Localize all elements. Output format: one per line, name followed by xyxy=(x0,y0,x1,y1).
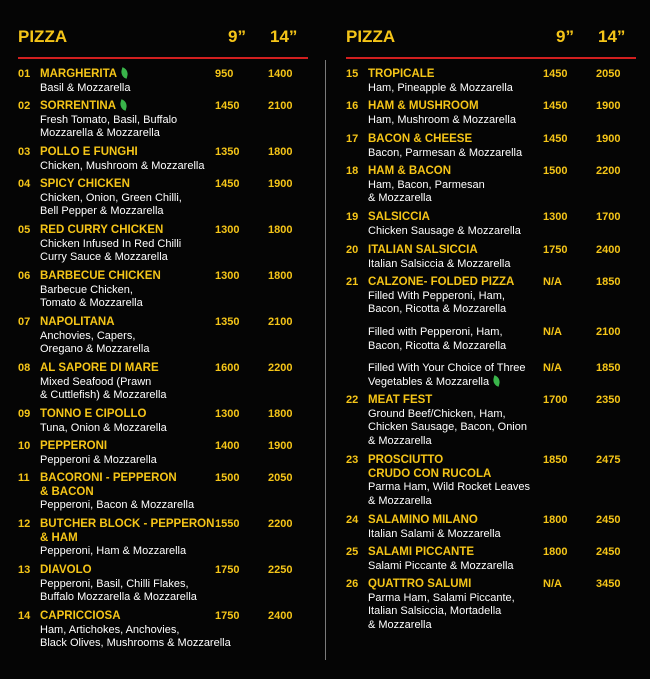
item-description-text: Salami Piccante & Mozzarella xyxy=(368,559,514,572)
item-number: 03 xyxy=(18,146,31,158)
item-description xyxy=(368,179,636,206)
price-9-inch: N/A xyxy=(543,276,562,288)
item-number: 17 xyxy=(346,133,359,145)
item-description xyxy=(368,528,636,542)
price-9-inch: 1500 xyxy=(543,165,568,177)
item-number: 05 xyxy=(18,224,31,236)
item-name-text: SALSICCIA xyxy=(368,211,430,223)
item-number: 25 xyxy=(346,546,359,558)
left-size-14-header: 14” xyxy=(270,27,298,46)
price-9-inch: 1350 xyxy=(215,146,240,158)
item-description xyxy=(40,545,308,559)
veg-leaf-icon xyxy=(492,375,501,386)
menu-item xyxy=(346,362,636,389)
price-14-inch: 2050 xyxy=(268,472,293,484)
menu-item xyxy=(18,408,308,435)
item-description-text: Pepperoni, Bacon & Mozzarella xyxy=(40,499,195,511)
item-name-text: DIAVOLO xyxy=(40,564,92,576)
price-14-inch: 2200 xyxy=(596,165,621,177)
item-description-text: Filled With Your Choice of Three Vegetables & Mozzarella xyxy=(368,362,526,388)
price-9-inch: 950 xyxy=(215,68,234,80)
item-number: 21 xyxy=(346,276,359,288)
menu-item xyxy=(346,244,636,271)
item-description-text: Parma Ham, Salami Piccante, Italian Salsiccia, Mortadella & Mozzarella xyxy=(368,591,515,631)
item-description-text: Ham, Artichokes, Anchovies, Black Olives, Mushrooms & Mozzarella xyxy=(40,623,231,649)
item-number: 11 xyxy=(18,472,30,484)
item-name-text: HAM & MUSHROOM xyxy=(368,100,479,112)
item-number: 06 xyxy=(18,270,31,282)
price-14-inch: 2450 xyxy=(596,514,621,526)
menu-item xyxy=(346,514,636,541)
item-description xyxy=(40,284,308,311)
item-description xyxy=(40,578,308,605)
price-9-inch: 1850 xyxy=(543,454,568,466)
item-description xyxy=(40,454,308,468)
item-number: 24 xyxy=(346,514,359,526)
price-14-inch: 1400 xyxy=(268,68,293,80)
price-14-inch: 1850 xyxy=(596,362,621,374)
price-9-inch: 1800 xyxy=(543,546,568,558)
price-14-inch: 1700 xyxy=(596,211,621,223)
item-number: 16 xyxy=(346,100,359,112)
item-number: 18 xyxy=(346,165,359,177)
price-14-inch: 2400 xyxy=(596,244,621,256)
price-14-inch: 1800 xyxy=(268,408,293,420)
item-number: 13 xyxy=(18,564,31,576)
item-description-text: Mixed Seafood (Prawn & Cuttlefish) & Mozzarella xyxy=(40,375,167,401)
item-description xyxy=(40,376,308,403)
item-name-text: BACON & CHEESE xyxy=(368,133,473,145)
price-14-inch: 1900 xyxy=(268,178,293,190)
price-14-inch: 2250 xyxy=(268,564,293,576)
item-description xyxy=(368,592,636,633)
price-9-inch: 1300 xyxy=(215,224,240,236)
item-name-text: TONNO E CIPOLLO xyxy=(40,408,147,420)
left-header xyxy=(18,27,308,49)
item-description xyxy=(368,290,636,317)
item-number: 14 xyxy=(18,610,31,622)
item-description-text: Pepperoni & Mozzarella xyxy=(40,453,157,466)
item-description-text: Ham, Pineapple & Mozzarella xyxy=(368,81,513,94)
price-14-inch: 1800 xyxy=(268,146,293,158)
item-description-text: Anchovies, Capers, Oregano & Mozzarella xyxy=(40,329,150,355)
price-9-inch: 1450 xyxy=(543,68,568,80)
item-description xyxy=(40,330,308,357)
column-divider xyxy=(325,60,326,660)
right-section-title: PIZZA xyxy=(346,27,396,46)
menu-item xyxy=(18,518,308,559)
item-description-text: Pepperoni, Ham & Mozzarella xyxy=(40,545,187,557)
item-number: 12 xyxy=(18,518,31,530)
price-9-inch: 1450 xyxy=(215,178,240,190)
price-9-inch: 1450 xyxy=(215,100,240,112)
price-14-inch: 1850 xyxy=(596,276,621,288)
item-number: 23 xyxy=(346,454,359,466)
item-description xyxy=(368,82,636,96)
price-14-inch: 2200 xyxy=(268,362,293,374)
price-9-inch: 1750 xyxy=(543,244,568,256)
item-name-text: CALZONE- FOLDED PIZZA xyxy=(368,276,515,288)
item-description-text: Barbecue Chicken, Tomato & Mozzarella xyxy=(40,283,143,309)
item-name-text: CAPRICCIOSA xyxy=(40,610,121,622)
item-name-text: BUTCHER BLOCK - PEPPERON & HAM xyxy=(40,518,215,544)
price-14-inch: 2350 xyxy=(596,394,621,406)
item-description-text: Tuna, Onion & Mozzarella xyxy=(40,421,167,434)
left-header-rule xyxy=(18,57,308,59)
item-description-text: Italian Salami & Mozzarella xyxy=(368,527,501,540)
price-9-inch: 1500 xyxy=(215,472,240,484)
veg-leaf-icon xyxy=(120,67,129,78)
left-menu-column xyxy=(18,0,308,679)
item-description xyxy=(40,192,308,219)
price-14-inch: 2100 xyxy=(268,316,293,328)
item-description xyxy=(40,238,308,265)
item-name-text: PROSCIUTTO CRUDO CON RUCOLA xyxy=(368,454,492,480)
price-14-inch: 2050 xyxy=(596,68,621,80)
price-9-inch: 1400 xyxy=(215,440,240,452)
price-14-inch: 2400 xyxy=(268,610,293,622)
menu-item xyxy=(18,100,308,141)
price-14-inch: 1900 xyxy=(596,100,621,112)
menu-item xyxy=(346,133,636,160)
item-description-text: Fresh Tomato, Basil, Buffalo Mozzarella & Mozzarella xyxy=(40,113,178,139)
item-number: 09 xyxy=(18,408,31,420)
price-14-inch: 2200 xyxy=(268,518,293,530)
menu-item xyxy=(18,564,308,605)
price-9-inch: 1750 xyxy=(215,564,240,576)
veg-leaf-icon xyxy=(119,99,128,110)
right-header xyxy=(346,27,636,49)
item-number: 01 xyxy=(18,68,31,80)
item-name-text: SPICY CHICKEN xyxy=(40,178,130,190)
menu-item xyxy=(346,394,636,448)
item-description xyxy=(368,408,636,449)
price-14-inch: 2100 xyxy=(596,326,621,338)
item-description-text: Ground Beef/Chicken, Ham, Chicken Sausage, Bacon, Onion & Mozzarella xyxy=(368,407,527,447)
item-description-text: Filled with Pepperoni, Ham, Bacon, Ricotta & Mozzarella xyxy=(368,326,507,352)
menu-item xyxy=(346,578,636,632)
price-9-inch: 1300 xyxy=(215,270,240,282)
menu-item xyxy=(18,316,308,357)
item-name-text: MEAT FEST xyxy=(368,394,433,406)
menu-item xyxy=(18,146,308,173)
item-description-text: Filled With Pepperoni, Ham, Bacon, Ricotta & Mozzarella xyxy=(368,289,507,315)
price-9-inch: 1600 xyxy=(215,362,240,374)
menu-item xyxy=(346,211,636,238)
item-name-text: TROPICALE xyxy=(368,68,435,80)
price-9-inch: 1300 xyxy=(215,408,240,420)
price-9-inch: 1550 xyxy=(215,518,240,530)
menu-item xyxy=(18,362,308,403)
item-description-text: Bacon, Parmesan & Mozzarella xyxy=(368,146,523,159)
price-14-inch: 1900 xyxy=(268,440,293,452)
item-name-text: SALAMI PICCANTE xyxy=(368,546,475,558)
menu-item xyxy=(346,276,636,317)
menu-item xyxy=(18,68,308,95)
item-name-text: SALAMINO MILANO xyxy=(368,514,478,526)
item-number: 15 xyxy=(346,68,359,80)
item-name-text: BARBECUE CHICKEN xyxy=(40,270,161,282)
menu-item xyxy=(18,178,308,219)
item-number: 19 xyxy=(346,211,359,223)
price-9-inch: 1350 xyxy=(215,316,240,328)
menu-item xyxy=(18,472,308,513)
item-description-text: Chicken, Onion, Green Chilli, Bell Pepper & Mozzarella xyxy=(40,191,182,217)
item-description-text: Pepperoni, Basil, Chilli Flakes, Buffalo Mozzarella & Mozzarella xyxy=(40,577,197,603)
item-description xyxy=(368,147,636,161)
price-9-inch: 1450 xyxy=(543,100,568,112)
price-9-inch: N/A xyxy=(543,362,562,374)
item-number: 08 xyxy=(18,362,31,374)
left-section-title: PIZZA xyxy=(18,27,68,46)
price-14-inch: 2475 xyxy=(596,454,621,466)
item-description-text: Ham, Mushroom & Mozzarella xyxy=(368,113,516,126)
menu-item xyxy=(346,454,636,508)
left-size-9-header: 9” xyxy=(228,27,246,46)
item-number: 07 xyxy=(18,316,31,328)
item-description-text: Chicken Infused In Red Chilli Curry Sauce & Mozzarella xyxy=(40,237,182,263)
menu-item xyxy=(346,165,636,206)
item-description xyxy=(40,82,308,96)
price-9-inch: N/A xyxy=(543,326,562,338)
item-number: 20 xyxy=(346,244,359,256)
item-number: 02 xyxy=(18,100,31,112)
item-description xyxy=(40,499,308,513)
item-description xyxy=(40,624,308,651)
item-description xyxy=(40,422,308,436)
item-name-text: HAM & BACON xyxy=(368,165,452,177)
item-name-text: QUATTRO SALUMI xyxy=(368,578,472,590)
price-14-inch: 3450 xyxy=(596,578,621,590)
item-description xyxy=(368,225,636,239)
item-description-text: Chicken Sausage & Mozzarella xyxy=(368,224,521,237)
item-number: 10 xyxy=(18,440,31,452)
price-14-inch: 1800 xyxy=(268,224,293,236)
item-name-text: MARGHERITA xyxy=(40,68,118,80)
price-14-inch: 2450 xyxy=(596,546,621,558)
item-description xyxy=(368,114,636,128)
right-size-14-header: 14” xyxy=(598,27,626,46)
menu-item xyxy=(18,270,308,311)
price-9-inch: 1800 xyxy=(543,514,568,526)
item-number: 22 xyxy=(346,394,359,406)
item-description xyxy=(368,258,636,272)
menu-item xyxy=(18,440,308,467)
item-name-text: ITALIAN SALSICCIA xyxy=(368,244,478,256)
menu-item xyxy=(346,326,636,353)
price-9-inch: 1300 xyxy=(543,211,568,223)
price-9-inch: 1750 xyxy=(215,610,240,622)
item-name-text: AL SAPORE DI MARE xyxy=(40,362,159,374)
item-name-text: BACORONI - PEPPERON & BACON xyxy=(40,472,177,498)
item-description-text: Parma Ham, Wild Rocket Leaves & Mozzarella xyxy=(368,481,530,507)
right-header-rule xyxy=(346,57,636,59)
item-description xyxy=(40,114,308,141)
item-name-text: RED CURRY CHICKEN xyxy=(40,224,164,236)
item-name-text: PEPPERONI xyxy=(40,440,108,452)
price-14-inch: 2100 xyxy=(268,100,293,112)
menu-item xyxy=(346,100,636,127)
item-name-text: SORRENTINA xyxy=(40,100,117,112)
menu-item xyxy=(18,224,308,265)
item-description-text: Basil & Mozzarella xyxy=(40,81,131,94)
menu-item xyxy=(346,68,636,95)
item-description xyxy=(368,560,636,574)
price-14-inch: 1800 xyxy=(268,270,293,282)
item-description xyxy=(40,160,308,174)
price-9-inch: 1450 xyxy=(543,133,568,145)
item-description-text: Italian Salsiccia & Mozzarella xyxy=(368,257,511,270)
item-number: 26 xyxy=(346,578,359,590)
menu-item xyxy=(346,546,636,573)
item-description xyxy=(368,481,636,508)
price-9-inch: N/A xyxy=(543,578,562,590)
item-number: 04 xyxy=(18,178,31,190)
menu-item xyxy=(18,610,308,651)
price-9-inch: 1700 xyxy=(543,394,568,406)
right-menu-column xyxy=(346,0,636,679)
right-size-9-header: 9” xyxy=(556,27,574,46)
price-14-inch: 1900 xyxy=(596,133,621,145)
item-name-text: NAPOLITANA xyxy=(40,316,115,328)
item-description-text: Ham, Bacon, Parmesan & Mozzarella xyxy=(368,178,485,204)
item-description-text: Chicken, Mushroom & Mozzarella xyxy=(40,159,205,172)
item-name-text: POLLO E FUNGHI xyxy=(40,146,138,158)
